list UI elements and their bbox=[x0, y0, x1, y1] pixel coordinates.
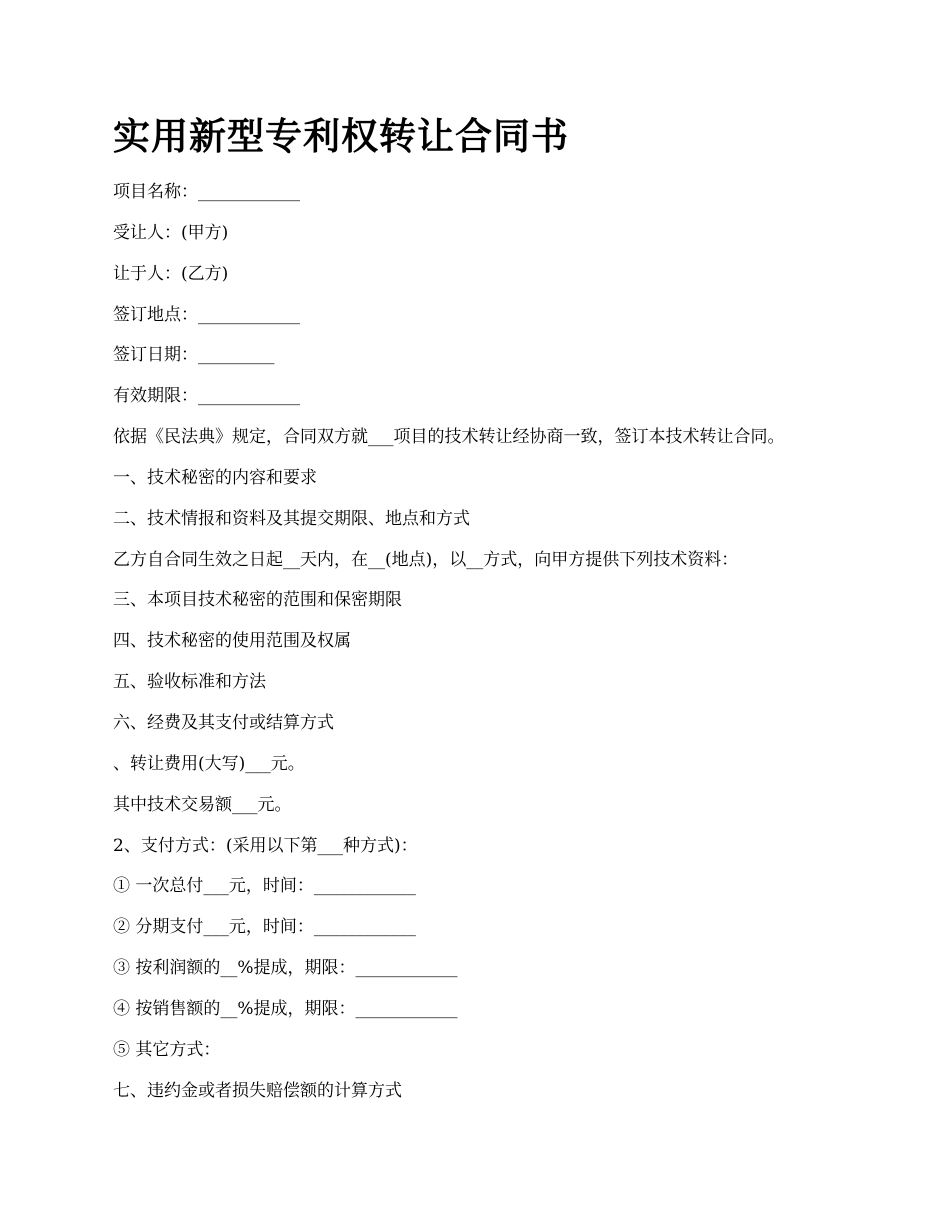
payment-option-4: ④ 按销售额的__%提成，期限：____________ bbox=[113, 998, 458, 1019]
payment-option-5: ⑤ 其它方式： bbox=[113, 1039, 221, 1060]
payment-option-2: ② 分期支付___元，时间：____________ bbox=[113, 917, 416, 938]
line-validity-period: 有效期限：____________ bbox=[113, 386, 300, 407]
line-transaction-amount: 其中技术交易额___元。 bbox=[113, 794, 292, 815]
line-preamble: 依据《民法典》规定，合同双方就___项目的技术转让经协商一致，签订本技术转让合同。 bbox=[113, 427, 785, 448]
line-payment-method: 2、支付方式：(采用以下第___种方式)： bbox=[113, 835, 418, 856]
line-assignee: 受让人：(甲方) bbox=[113, 222, 229, 243]
line-signing-date: 签订日期：_________ bbox=[113, 345, 275, 366]
section-heading-1: 一、技术秘密的内容和要求 bbox=[113, 467, 317, 488]
line-transfer-fee: 、转让费用(大写)___元。 bbox=[113, 753, 305, 774]
section-heading-5: 五、验收标准和方法 bbox=[113, 672, 266, 693]
line-delivery-terms: 乙方自合同生效之日起__天内，在__(地点)，以__方式，向甲方提供下列技术资料： bbox=[113, 549, 739, 570]
document-body bbox=[113, 180, 903, 1103]
document-page bbox=[113, 110, 903, 1119]
line-signing-place: 签订地点：____________ bbox=[113, 304, 300, 325]
line-project-name: 项目名称：____________ bbox=[113, 182, 300, 202]
section-heading-4: 四、技术秘密的使用范围及权属 bbox=[113, 631, 351, 652]
section-heading-2: 二、技术情报和资料及其提交期限、地点和方式 bbox=[113, 508, 470, 529]
section-heading-3: 三、本项目技术秘密的范围和保密期限 bbox=[113, 590, 402, 611]
document-title: 实用新型专利权转让合同书 bbox=[113, 114, 569, 158]
section-heading-7: 七、违约金或者损失赔偿额的计算方式 bbox=[113, 1080, 402, 1101]
section-heading-6: 六、经费及其支付或结算方式 bbox=[113, 712, 334, 733]
payment-option-3: ③ 按利润额的__%提成，期限：____________ bbox=[113, 958, 458, 979]
line-assignor: 让于人：(乙方) bbox=[113, 263, 229, 284]
payment-option-1: ① 一次总付___元，时间：____________ bbox=[113, 876, 416, 897]
